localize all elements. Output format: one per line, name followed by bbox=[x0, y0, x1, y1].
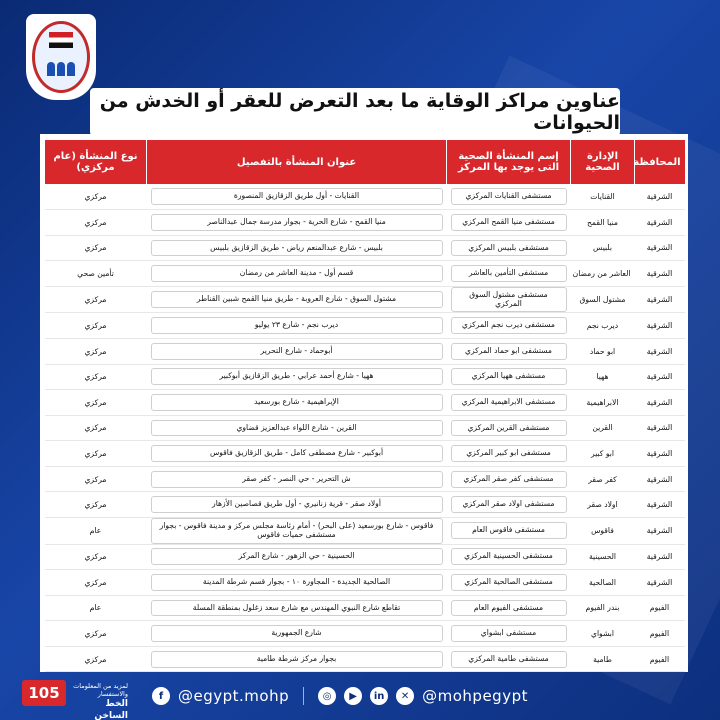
cell-dept: اولاد صقر bbox=[571, 492, 635, 518]
cell-gov: الشرقية bbox=[635, 415, 685, 441]
hotline-label: الخط الساخن bbox=[94, 698, 128, 720]
table-row bbox=[45, 210, 685, 236]
cell-name-text: مستشفى كفر صقر المركزي bbox=[451, 471, 567, 488]
cell-addr bbox=[147, 441, 447, 467]
cell-addr bbox=[147, 595, 447, 621]
cell-name-text: مستشفى طامية المركزي bbox=[451, 651, 567, 668]
cell-name-text: مستشفى التأمين بالعاشر bbox=[451, 265, 567, 282]
linkedin-icon[interactable]: in bbox=[370, 687, 388, 705]
cell-dept: الصالحية bbox=[571, 570, 635, 596]
hotline-number: 105 bbox=[22, 680, 66, 706]
cell-dept: القرين bbox=[571, 415, 635, 441]
cell-addr-text: منيا القمح - شارع الحرية - بجوار مدرسة جمال عبدالناصر bbox=[151, 214, 443, 231]
cell-type: مركزي bbox=[45, 492, 147, 518]
cell-addr bbox=[147, 466, 447, 492]
cell-gov: الشرقية bbox=[635, 338, 685, 364]
cell-name-text: مستشفى القرين المركزي bbox=[451, 420, 567, 437]
cell-type: مركزي bbox=[45, 646, 147, 672]
cell-name bbox=[447, 570, 571, 596]
cell-addr-text: القرين - شارع اللواء عبدالعزيز قضاوي bbox=[151, 420, 443, 437]
cell-type: مركزي bbox=[45, 466, 147, 492]
table-row bbox=[45, 595, 685, 621]
cell-addr bbox=[147, 621, 447, 647]
table-row bbox=[45, 286, 685, 312]
table-row bbox=[45, 441, 685, 467]
hotline-small-text: لمزيد من المعلومات والاستفسار bbox=[73, 682, 128, 699]
cell-name bbox=[447, 390, 571, 416]
cell-type: مركزي bbox=[45, 621, 147, 647]
cell-dept: كفر صقر bbox=[571, 466, 635, 492]
cell-name-text: مستشفى الصالحية المركزي bbox=[451, 574, 567, 591]
table-row bbox=[45, 518, 685, 544]
cell-gov: الشرقية bbox=[635, 364, 685, 390]
cell-addr-text: شارع الجمهورية bbox=[151, 625, 443, 642]
cell-name bbox=[447, 364, 571, 390]
cell-type: مركزي bbox=[45, 364, 147, 390]
cell-gov: الفيوم bbox=[635, 646, 685, 672]
cell-addr-text: تقاطع شارع النبوي المهندس مع شارع سعد زغلول بمنطقة المسلة bbox=[151, 600, 443, 617]
cell-addr-text: بجوار مركز شرطة طامية bbox=[151, 651, 443, 668]
cell-name-text: مستشفى منيا القمح المركزي bbox=[451, 214, 567, 231]
cell-addr-text: قسم أول - مدينة العاشر من رمضان bbox=[151, 265, 443, 282]
cell-gov: الشرقية bbox=[635, 313, 685, 339]
cell-dept: القنايات bbox=[571, 184, 635, 210]
cell-type: مركزي bbox=[45, 441, 147, 467]
cell-type: تأمين صحي bbox=[45, 261, 147, 287]
youtube-icon[interactable]: ▶ bbox=[344, 687, 362, 705]
cell-dept: بندر الفيوم bbox=[571, 595, 635, 621]
cell-dept: ابو حماد bbox=[571, 338, 635, 364]
cell-addr bbox=[147, 518, 447, 544]
cell-addr-text: الحسينية - حي الزهور - شارع المركز bbox=[151, 548, 443, 565]
cell-addr bbox=[147, 184, 447, 210]
cell-addr bbox=[147, 415, 447, 441]
table-row bbox=[45, 415, 685, 441]
cell-name-text: مستشفى ابو كبير المركزي bbox=[451, 445, 567, 462]
table-row bbox=[45, 364, 685, 390]
table-row bbox=[45, 184, 685, 210]
cell-addr bbox=[147, 390, 447, 416]
cell-dept: ابشواي bbox=[571, 621, 635, 647]
cell-addr-text: الإبراهيمية - شارع بورسعيد bbox=[151, 394, 443, 411]
table-row bbox=[45, 313, 685, 339]
cell-type: مركزي bbox=[45, 184, 147, 210]
social-handle[interactable]: @mohpegypt bbox=[422, 687, 528, 705]
cell-name bbox=[447, 235, 571, 261]
cell-name-text: مستشفى مشتول السوق المركزي bbox=[451, 287, 567, 312]
social-bar bbox=[152, 682, 692, 710]
family-icon bbox=[47, 62, 75, 76]
cell-addr bbox=[147, 364, 447, 390]
header-health-dept: الإدارة الصحية bbox=[571, 140, 635, 184]
cell-addr-text: فاقوس - شارع بورسعيد (على البحر) - أمام رئاسة مجلس مركز و مدينة فاقوس - بجوار مستشفى حميات فاقوس bbox=[151, 518, 443, 543]
page-title: عناوين مراكز الوقاية ما بعد التعرض للعقر أو الخدش من الحيوانات bbox=[90, 88, 620, 136]
cell-name bbox=[447, 595, 571, 621]
egypt-flag-icon bbox=[49, 32, 73, 48]
cell-name-text: مستشفى بلبيس المركزي bbox=[451, 240, 567, 257]
cell-type: عام bbox=[45, 595, 147, 621]
cell-addr bbox=[147, 646, 447, 672]
cell-name-text: مستشفى ديرب نجم المركزي bbox=[451, 317, 567, 334]
cell-name-text: مستشفى القنايات المركزي bbox=[451, 188, 567, 205]
table-row bbox=[45, 621, 685, 647]
cell-gov: الشرقية bbox=[635, 286, 685, 312]
cell-gov: الشرقية bbox=[635, 261, 685, 287]
cell-gov: الشرقية bbox=[635, 184, 685, 210]
cell-name-text: مستشفى ابو حماد المركزي bbox=[451, 343, 567, 360]
centers-table bbox=[44, 140, 684, 672]
table-row bbox=[45, 338, 685, 364]
header-address: عنوان المنشأة بالتفصيل bbox=[147, 140, 447, 184]
cell-dept: العاشر من رمضان bbox=[571, 261, 635, 287]
table-row bbox=[45, 646, 685, 672]
cell-addr bbox=[147, 235, 447, 261]
cell-dept: الابراهيمية bbox=[571, 390, 635, 416]
cell-type: مركزي bbox=[45, 286, 147, 312]
cell-type: مركزي bbox=[45, 338, 147, 364]
cell-gov: الفيوم bbox=[635, 595, 685, 621]
divider bbox=[303, 687, 304, 705]
cell-addr bbox=[147, 286, 447, 312]
cell-gov: الشرقية bbox=[635, 235, 685, 261]
cell-name-text: مستشفى الابراهيمية المركزي bbox=[451, 394, 567, 411]
cell-dept: فاقوس bbox=[571, 518, 635, 544]
header-governorate: المحافظة bbox=[635, 140, 685, 184]
cell-addr-text: أبوحماد - شارع التحرير bbox=[151, 343, 443, 360]
cell-gov: الشرقية bbox=[635, 570, 685, 596]
cell-name-text: مستشفى اولاد صقر المركزي bbox=[451, 496, 567, 513]
cell-name bbox=[447, 338, 571, 364]
table-row bbox=[45, 492, 685, 518]
cell-gov: الشرقية bbox=[635, 544, 685, 570]
cell-type: مركزي bbox=[45, 544, 147, 570]
cell-addr-text: أولاد صقر - قرية زنانيري - أول طريق قصاصين الأزهار bbox=[151, 496, 443, 513]
cell-gov: الفيوم bbox=[635, 621, 685, 647]
cell-addr-text: ديرب نجم - شارع ٢٣ يوليو bbox=[151, 317, 443, 334]
table-header-row bbox=[45, 140, 685, 184]
cell-type: مركزي bbox=[45, 415, 147, 441]
cell-type: مركزي bbox=[45, 313, 147, 339]
cell-name bbox=[447, 492, 571, 518]
cell-type: عام bbox=[45, 518, 147, 544]
cell-type: مركزي bbox=[45, 570, 147, 596]
cell-name bbox=[447, 286, 571, 312]
instagram-icon[interactable]: ◎ bbox=[318, 687, 336, 705]
cell-name bbox=[447, 415, 571, 441]
cell-dept: الحسينية bbox=[571, 544, 635, 570]
cell-addr-text: مشتول السوق - شارع العروبة - طريق منيا القمح شبين القناطر bbox=[151, 291, 443, 308]
cell-addr bbox=[147, 338, 447, 364]
cell-type: مركزي bbox=[45, 210, 147, 236]
cell-addr-text: أبوكبير - شارع مصطفى كامل - طريق الزقازيق فاقوس bbox=[151, 445, 443, 462]
cell-dept: ابو كبير bbox=[571, 441, 635, 467]
cell-addr bbox=[147, 313, 447, 339]
cell-gov: الشرقية bbox=[635, 492, 685, 518]
cell-name bbox=[447, 544, 571, 570]
cell-dept: مشتول السوق bbox=[571, 286, 635, 312]
cell-addr-text: القنايات - أول طريق الزقازيق المنصورة bbox=[151, 188, 443, 205]
table-row bbox=[45, 261, 685, 287]
cell-name bbox=[447, 621, 571, 647]
cell-addr-text: الصالحية الجديدة - المجاورة ١٠ - بجوار قسم شرطة المدينة bbox=[151, 574, 443, 591]
cell-name bbox=[447, 441, 571, 467]
cell-name bbox=[447, 466, 571, 492]
table-row bbox=[45, 390, 685, 416]
header-facility-type: نوع المنشأة (عام مركزي) bbox=[45, 140, 147, 184]
cell-name bbox=[447, 261, 571, 287]
cell-gov: الشرقية bbox=[635, 390, 685, 416]
cell-addr bbox=[147, 210, 447, 236]
cell-addr-text: ش التحرير - حي النصر - كفر صقر bbox=[151, 471, 443, 488]
cell-name-text: مستشفى الحسينية المركزي bbox=[451, 548, 567, 565]
cell-name bbox=[447, 313, 571, 339]
facebook-icon[interactable]: f bbox=[152, 687, 170, 705]
hotline-caption bbox=[70, 682, 128, 720]
table-row bbox=[45, 570, 685, 596]
cell-dept: ديرب نجم bbox=[571, 313, 635, 339]
cell-dept: بلبيس bbox=[571, 235, 635, 261]
cell-addr bbox=[147, 570, 447, 596]
x-icon[interactable]: ✕ bbox=[396, 687, 414, 705]
cell-name-text: مستشفى ههيا المركزي bbox=[451, 368, 567, 385]
cell-addr-text: بلبيس - شارع عبدالمنعم رياض - طريق الزقازيق بلبيس bbox=[151, 240, 443, 257]
cell-gov: الشرقية bbox=[635, 518, 685, 544]
cell-gov: الشرقية bbox=[635, 210, 685, 236]
cell-addr bbox=[147, 544, 447, 570]
cell-addr-text: ههيا - شارع أحمد عرابي - طريق الزقازيق أبوكبير bbox=[151, 368, 443, 385]
cell-dept: ههيا bbox=[571, 364, 635, 390]
table-row bbox=[45, 235, 685, 261]
cell-name-text: مستشفى الفيوم العام bbox=[451, 600, 567, 617]
cell-name bbox=[447, 646, 571, 672]
cell-addr bbox=[147, 492, 447, 518]
cell-gov: الشرقية bbox=[635, 441, 685, 467]
cell-name bbox=[447, 184, 571, 210]
cell-dept: طامية bbox=[571, 646, 635, 672]
cell-addr bbox=[147, 261, 447, 287]
cell-name bbox=[447, 518, 571, 544]
table-row bbox=[45, 544, 685, 570]
table-row bbox=[45, 466, 685, 492]
ministry-logo bbox=[26, 14, 96, 100]
cell-type: مركزي bbox=[45, 235, 147, 261]
cell-name bbox=[447, 210, 571, 236]
header-facility-name: إسم المنشأة الصحية التى يوجد بها المركز bbox=[447, 140, 571, 184]
cell-dept: منيا القمح bbox=[571, 210, 635, 236]
website-handle[interactable]: @egypt.mohp bbox=[178, 687, 290, 705]
cell-type: مركزي bbox=[45, 390, 147, 416]
cell-gov: الشرقية bbox=[635, 466, 685, 492]
cell-name-text: مستشفى ابشواي bbox=[451, 625, 567, 642]
cell-name-text: مستشفى فاقوس العام bbox=[451, 522, 567, 539]
